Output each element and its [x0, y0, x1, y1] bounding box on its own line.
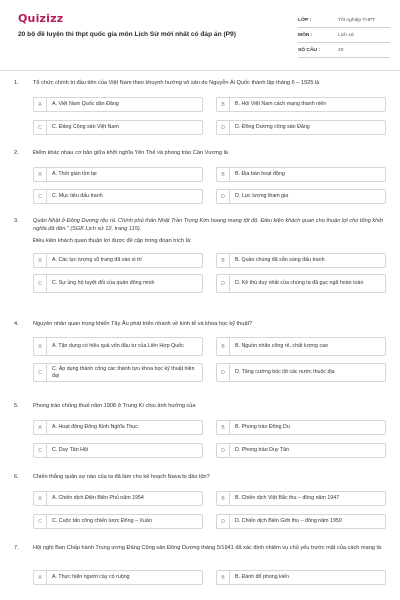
option-letter: D: [217, 121, 230, 134]
option-text: D. Tăng cường bóc lột các nước thuộc địa: [235, 369, 335, 376]
option-letter: C: [34, 364, 47, 381]
option-c[interactable]: [33, 189, 203, 204]
option-letter: D: [217, 444, 230, 457]
option-text: B. Phong trào Đông Du: [235, 424, 290, 431]
option-c[interactable]: [33, 443, 203, 458]
worksheet-header: [0, 0, 400, 70]
option-letter: B: [217, 254, 230, 267]
option-letter: A: [34, 254, 47, 267]
option-text: D. Lực lượng tham gia: [235, 193, 289, 200]
option-b[interactable]: [216, 420, 386, 435]
option-letter: C: [34, 444, 47, 457]
option-text: C. Áp dụng thành công các thành tựu khoa học kỹ thuật hiện đại: [52, 366, 195, 379]
option-letter: D: [217, 190, 230, 203]
option-b[interactable]: [216, 167, 386, 182]
option-d[interactable]: [216, 363, 386, 382]
option-b[interactable]: [216, 491, 386, 506]
option-text: D. Chiến dịch Biên Giới thu – đông năm 1950: [235, 518, 342, 525]
option-letter: B: [217, 421, 230, 434]
option-text: C. Mục tiêu đấu tranh: [52, 193, 103, 200]
question-number: 1.: [14, 80, 19, 86]
meta-label: SỐ CÂU :: [298, 47, 321, 53]
option-c[interactable]: [33, 363, 203, 382]
option-letter: C: [34, 121, 47, 134]
option-text: D. Phong trào Duy Tân: [235, 447, 290, 454]
option-text: A. Thực hiện người cày có ruộng: [52, 574, 130, 581]
question-text: Hội nghị Ban Chấp hành Trung ương Đảng Cộng sản Đông Dương tháng 5/1941 đã xác định nhiệm vụ chủ yếu trước mặt của cách mạng là:: [33, 545, 383, 551]
option-letter: A: [34, 338, 47, 355]
option-text: C. Duy Tân Hội: [52, 447, 89, 454]
option-d[interactable]: [216, 514, 386, 529]
meta-value: Tốt nghiệp THPT: [338, 17, 376, 23]
option-text: B. Chiến dịch Việt Bắc thu – đông năm 1947: [235, 495, 340, 502]
option-letter: C: [34, 275, 47, 292]
question-number: 3.: [14, 218, 19, 224]
option-a[interactable]: [33, 337, 203, 356]
option-text: A. Hoạt động Đông Kinh Nghĩa Thục: [52, 424, 138, 431]
option-text: A. Các lực lượng vũ trang đã vào vị trí: [52, 257, 142, 264]
option-a[interactable]: [33, 491, 203, 506]
question-number: 7.: [14, 545, 19, 551]
question-number: 6.: [14, 474, 19, 480]
quizizz-logo: Quizizz: [18, 12, 64, 25]
meta-row-class: [298, 13, 390, 28]
option-text: C. Cuộc tấn công chiến lược Đông – Xuân: [52, 518, 152, 525]
option-letter: B: [217, 571, 230, 584]
option-a[interactable]: [33, 97, 203, 112]
option-b[interactable]: [216, 253, 386, 268]
option-text: D. Kẻ thù duy nhất của chúng ta đã gục ngã hoàn toàn: [235, 280, 364, 287]
option-c[interactable]: [33, 120, 203, 135]
option-letter: B: [217, 492, 230, 505]
question-text: Tổ chức chính trị đầu tiên của Việt Nam theo khuynh hướng vô sản do Nguyễn Ái Quốc thành lập tháng 6 – 1925 là: [33, 80, 320, 86]
option-letter: A: [34, 168, 47, 181]
option-d[interactable]: [216, 274, 386, 293]
option-a[interactable]: [33, 420, 203, 435]
option-d[interactable]: [216, 189, 386, 204]
option-letter: A: [34, 571, 47, 584]
question-text: Nguyên nhân quan trọng khiến Tây Âu phát triển nhanh về kinh tế và khoa học kỹ thuật?: [33, 321, 253, 327]
option-b[interactable]: [216, 570, 386, 585]
option-text: A. Thời gian tồn tại: [52, 171, 97, 178]
option-a[interactable]: [33, 253, 203, 268]
option-text: D. Đông Dương cộng sản Đảng: [235, 124, 310, 131]
question-quote: Quân Nhật ở Đông Dương rệu rã. Chính phủ thân Nhật Trần Trọng Kim hoang mang tột độ. Điều kiện khách quan cho thuận lợi cho tổng khởi nghĩa đã đến.” (SGK Lịch sử 12, trang 115).: [33, 218, 383, 233]
option-d[interactable]: [216, 120, 386, 135]
option-letter: B: [217, 338, 230, 355]
option-c[interactable]: [33, 514, 203, 529]
option-text: A. Chiến dịch Điện Biên Phủ năm 1954: [52, 495, 144, 502]
question-text: Chiến thắng quân sự nào của ta đã làm cho kế hoạch Nava bị đảo lộn?: [33, 474, 210, 480]
question-text: Điều kiện khách quan thuận lợi được đề cập trong đoạn trích là:: [33, 238, 192, 244]
meta-row-count: [298, 43, 390, 58]
option-c[interactable]: [33, 274, 203, 293]
worksheet-meta: [298, 13, 390, 58]
option-b[interactable]: [216, 337, 386, 356]
meta-label: LỚP :: [298, 17, 312, 23]
option-d[interactable]: [216, 443, 386, 458]
option-letter: D: [217, 364, 230, 381]
option-letter: D: [217, 515, 230, 528]
question-number: 4.: [14, 321, 19, 327]
question-text: Điểm khác nhau cơ bản giữa khởi nghĩa Yên Thế và phong trào Cần Vương là: [33, 150, 228, 156]
worksheet-title: 20 bộ đề luyện thi thpt quốc gia môn Lịch Sử mới nhất có đáp án (P9): [18, 31, 236, 38]
option-text: B. Đánh đổ phong kiến: [235, 574, 289, 581]
question-text: Phong trào chống thuế năm 1908 ở Trung Kì chịu ảnh hưởng của: [33, 403, 196, 409]
option-b[interactable]: [216, 97, 386, 112]
option-letter: D: [217, 275, 230, 292]
option-letter: A: [34, 492, 47, 505]
meta-label: MÔN :: [298, 32, 313, 38]
meta-value: Lịch sử: [338, 32, 355, 38]
option-text: B. Hội Việt Nam cách mạng thanh niên: [235, 101, 327, 108]
question-number: 2.: [14, 150, 19, 156]
question-number: 5.: [14, 403, 19, 409]
meta-row-subject: [298, 28, 390, 43]
option-letter: A: [34, 421, 47, 434]
header-divider: [0, 70, 400, 71]
option-text: A. Tận dụng có hiệu quả vốn đầu tư của Liên Hợp Quốc: [52, 343, 184, 350]
option-letter: B: [217, 98, 230, 111]
option-letter: C: [34, 190, 47, 203]
option-text: A. Việt Nam Quốc dân Đảng: [52, 101, 119, 108]
option-a[interactable]: [33, 167, 203, 182]
option-a[interactable]: [33, 570, 203, 585]
option-text: B. Quần chúng đã sẵn sàng đấu tranh: [235, 257, 325, 264]
option-text: B. Nguồn nhân công rẻ, chất lượng cao: [235, 343, 329, 350]
option-letter: B: [217, 168, 230, 181]
option-letter: C: [34, 515, 47, 528]
option-text: C. Đảng Cộng sản Việt Nam: [52, 124, 119, 131]
meta-value: 40: [338, 47, 344, 53]
option-letter: A: [34, 98, 47, 111]
option-text: B. Địa bàn hoạt động: [235, 171, 285, 178]
option-text: C. Sự ủng hộ tuyệt đối của quần đông minh: [52, 280, 155, 287]
